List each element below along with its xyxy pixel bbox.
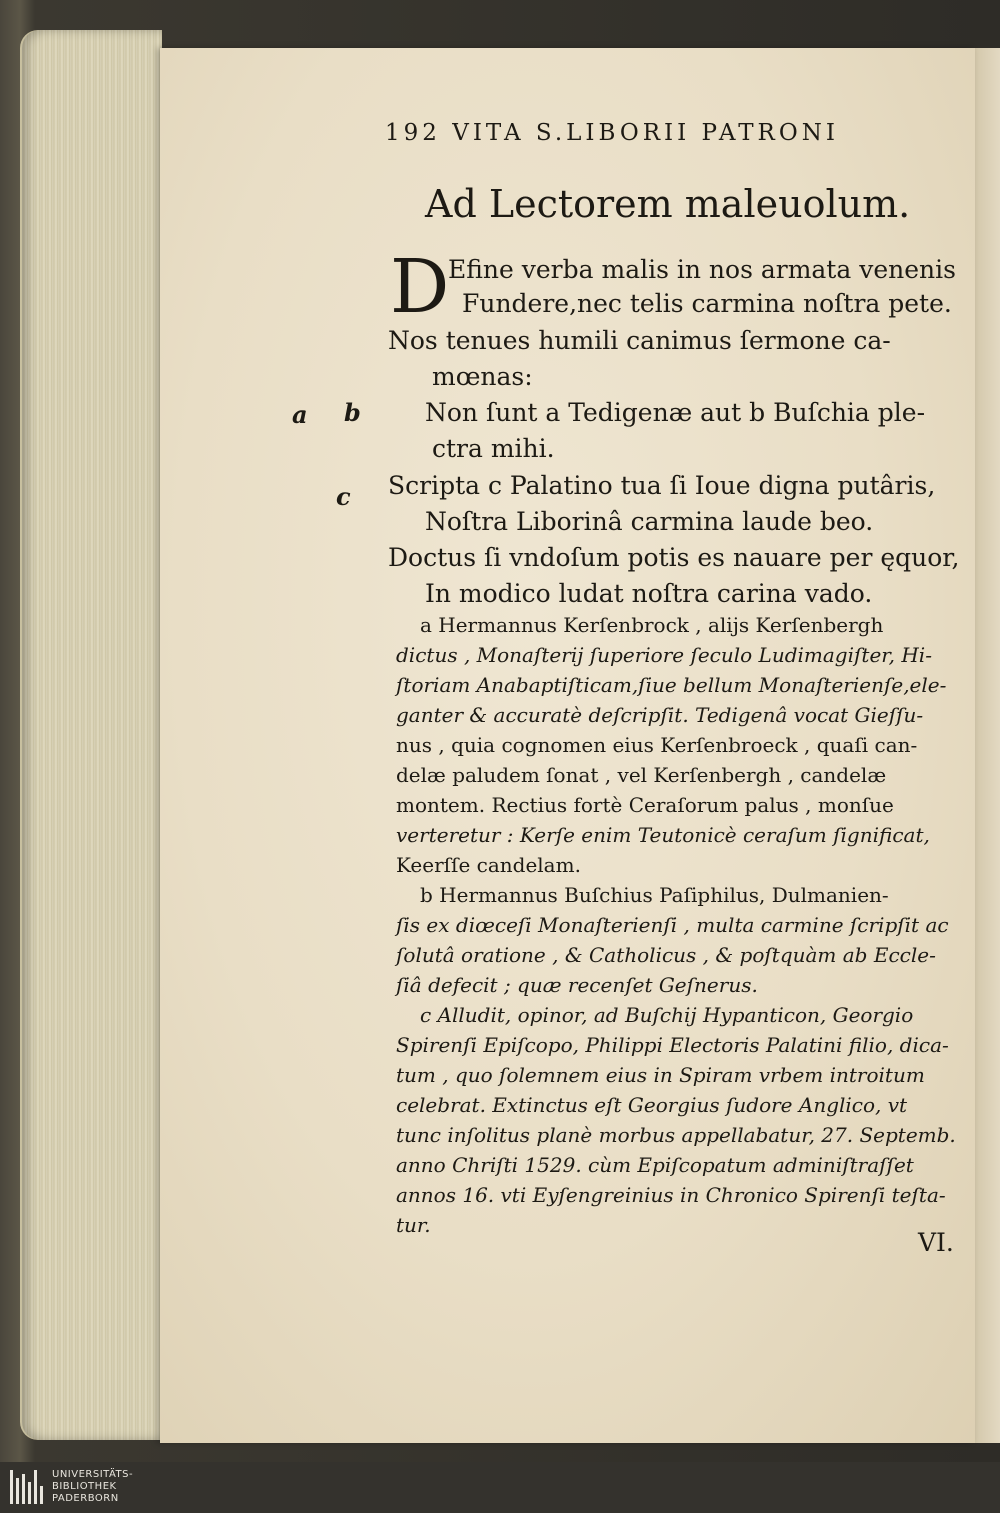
note-line: celebrat. Extinctus eſt Georgius ſudore Anglico, vt — [396, 1093, 908, 1117]
verse-line: Doctus ſi vndoſum potis es nauare per ęquor, — [388, 543, 960, 572]
note-line: anno Chriſti 1529. cùm Epiſcopatum adminiſtraſſet — [396, 1153, 914, 1177]
note-line: tum , quo ſolemnem eius in Spiram vrbem introitum — [396, 1063, 925, 1087]
note-line: montem. Rectius fortè Ceraſorum palus , monſue — [396, 793, 894, 817]
running-head: 192 VITA S.LIBORII PATRONI — [385, 120, 839, 146]
note-line: c Alludit, opinor, ad Buſchij Hypanticon, Georgio — [420, 1003, 914, 1027]
note-line: Spirenſi Epiſcopo, Philippi Electoris Palatini filio, dica- — [396, 1033, 949, 1057]
note-line: tunc inſolitus planè morbus appellabatur, 27. Septemb. — [396, 1123, 956, 1147]
note-line: ganter & accuratè deſcripſit. Tedigenâ vocat Gieſſu- — [396, 703, 924, 727]
note-line: b Hermannus Buſchius Paſiphilus, Dulmanien- — [420, 883, 889, 907]
margin-note-marker-a: a — [292, 400, 308, 429]
note-line: Keerſſe candelam. — [396, 853, 581, 877]
verse-line: Scripta c Palatino tua ſi Ioue digna putâris, — [388, 471, 936, 500]
verse-line: Fundere,nec telis carmina noſtra pete. — [462, 289, 952, 318]
catchword: VI. — [918, 1228, 954, 1257]
verse-line: Non ſunt a Tedigenæ aut b Buſchia ple- — [425, 398, 926, 427]
verse-line: mœnas: — [432, 362, 533, 391]
logo-line: PADERBORN — [52, 1493, 119, 1504]
verse-line: Nos tenues humili canimus ſermone ca- — [388, 326, 891, 355]
note-line: ſiâ defecit ; quæ recenſet Geſnerus. — [396, 973, 758, 997]
note-line: nus , quia cognomen eius Kerſenbroeck , quaſi can- — [396, 733, 918, 757]
note-line: annos 16. vti Eyſengreinius in Chronico Spirenſi teſta- — [396, 1183, 946, 1207]
library-logo-text — [52, 1469, 133, 1505]
note-line: tur. — [396, 1213, 431, 1237]
note-line: ſolutâ oratione , & Catholicus , & poſtquàm ab Eccle- — [396, 943, 936, 967]
logo-line: BIBLIOTHEK — [52, 1481, 117, 1492]
note-line: ſis ex diœceſi Monaſterienſi , multa carmine ſcripſit ac — [396, 913, 949, 937]
margin-note-marker-c: c — [336, 482, 351, 511]
drop-cap: D — [390, 244, 450, 330]
verse-line: In modico ludat noſtra carina vado. — [425, 579, 873, 608]
verse-line: Efine verba malis in nos armata venenis — [448, 255, 956, 284]
page-edges — [22, 30, 162, 1440]
logo-line: UNIVERSITÄTS- — [52, 1469, 134, 1480]
verse-line: ctra mihi. — [432, 434, 555, 463]
note-line: dictus , Monaſterij ſuperiore ſeculo Ludimagiſter, Hi- — [396, 643, 932, 667]
note-line: ſtoriam Anabaptiſticam,ſiue bellum Monaſterienſe,ele- — [396, 673, 947, 697]
library-footer-bar — [0, 1462, 1000, 1513]
note-line: delæ paludem ſonat , vel Kerſenbergh , candelæ — [396, 763, 887, 787]
verse-line: Noſtra Liborinâ carmina laude beo. — [425, 507, 874, 536]
page-title: Ad Lectorem maleuolum. — [425, 182, 911, 226]
margin-note-marker-b: b — [344, 398, 361, 427]
library-logo-icon — [10, 1470, 46, 1504]
note-line: verteretur : Kerſe enim Teutonicè ceraſum ſignificat, — [396, 823, 930, 847]
note-line: a Hermannus Kerſenbrock , alijs Kerſenbergh — [420, 613, 884, 637]
